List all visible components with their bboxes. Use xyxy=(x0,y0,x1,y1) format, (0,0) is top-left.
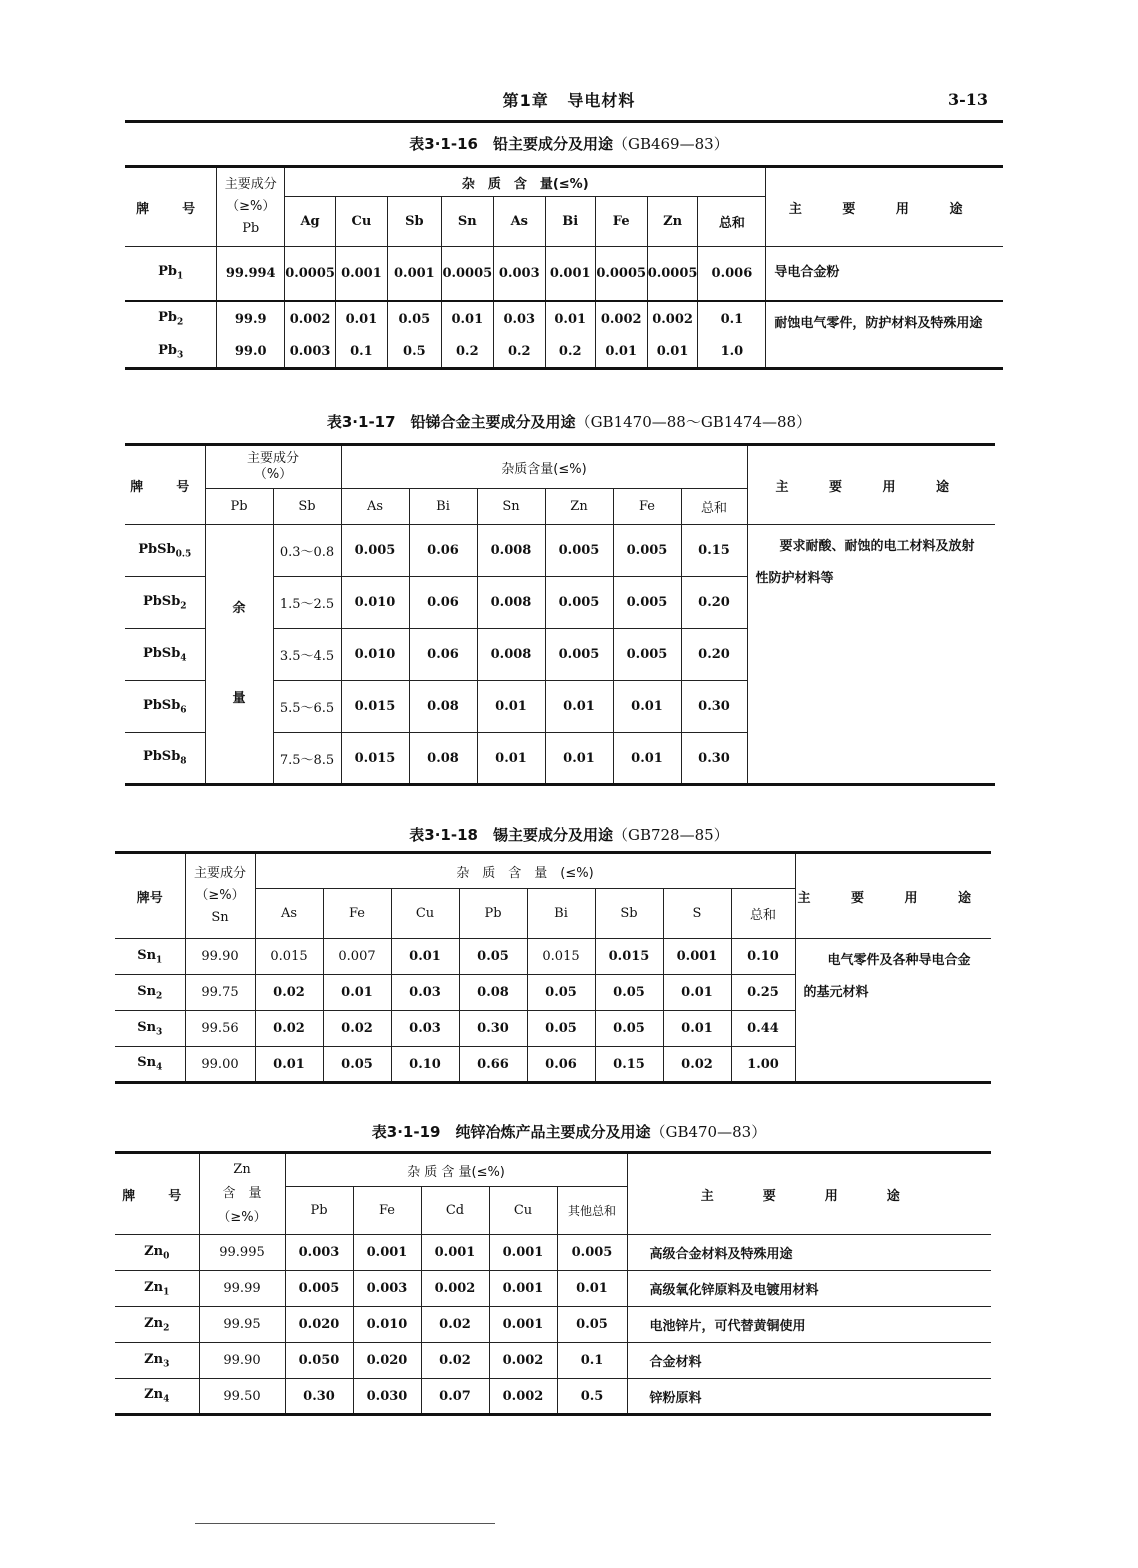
grade-text: Zn xyxy=(144,1315,164,1331)
table-row xyxy=(125,247,1003,301)
value-cell: 0.10 xyxy=(731,939,795,975)
grade-cell xyxy=(125,301,217,337)
value-cell: 0.01 xyxy=(477,733,545,785)
value-cell: 0.005 xyxy=(341,525,409,577)
table19-header-main-line3: （≥%） xyxy=(217,1210,267,1225)
grade-cell xyxy=(125,577,205,629)
value-cell: 0.01 xyxy=(441,301,493,337)
value-cell: 0.010 xyxy=(341,577,409,629)
sb-cell: 5.5～6.5 xyxy=(273,681,341,733)
table16-standard: （GB469—83） xyxy=(612,135,729,153)
value-cell: 0.008 xyxy=(477,577,545,629)
grade-cell xyxy=(115,1307,199,1343)
value-cell: 0.01 xyxy=(545,733,613,785)
value-cell: 0.02 xyxy=(255,975,323,1011)
table17-header-main xyxy=(205,445,341,489)
pb-balance-char: 余 xyxy=(232,601,246,616)
value-cell: 0.08 xyxy=(459,975,527,1011)
value-cell: 0.06 xyxy=(527,1047,595,1083)
value-cell: 0.01 xyxy=(323,975,391,1011)
value-cell: 0.015 xyxy=(255,939,323,975)
value-cell: 0.001 xyxy=(489,1307,557,1343)
table-row xyxy=(125,525,995,577)
grade-text: PbSb xyxy=(142,593,181,609)
value-cell: 0.010 xyxy=(341,629,409,681)
table18-col-pb: Pb xyxy=(459,889,527,939)
value-cell: 0.005 xyxy=(545,577,613,629)
sb-cell: 1.5～2.5 xyxy=(273,577,341,629)
value-cell: 0.30 xyxy=(285,1379,353,1415)
use-cell: 锌粉原料 xyxy=(627,1379,991,1415)
grade-text: PbSb xyxy=(142,749,181,765)
table16-header-main-line1: 主要成分 xyxy=(224,177,277,192)
grade-text: Zn xyxy=(144,1387,164,1403)
value-cell: 0.07 xyxy=(421,1379,489,1415)
value-cell: 0.01 xyxy=(335,301,387,337)
header-rule xyxy=(125,120,1003,123)
value-cell: 0.015 xyxy=(341,681,409,733)
value-cell: 0.20 xyxy=(681,577,747,629)
value-cell: 0.01 xyxy=(545,301,595,337)
grade-text: Pb xyxy=(158,342,177,358)
grade-subscript: 2 xyxy=(176,317,184,328)
value-cell: 0.01 xyxy=(557,1271,627,1307)
table18-col-as: As xyxy=(255,889,323,939)
table17-header-grade: 牌 号 xyxy=(125,445,205,525)
table19 xyxy=(115,1151,991,1416)
value-cell: 0.06 xyxy=(409,577,477,629)
table16-col-sb: Sb xyxy=(387,197,441,247)
table19-header-use: 主 要 用 途 xyxy=(627,1153,991,1235)
value-cell: 0.020 xyxy=(285,1307,353,1343)
table17 xyxy=(125,443,995,786)
grade-cell xyxy=(125,247,217,301)
value-cell: 0.66 xyxy=(459,1047,527,1083)
value-cell: 0.003 xyxy=(285,337,336,369)
value-cell: 0.001 xyxy=(663,939,731,975)
sn-cell: 99.75 xyxy=(185,975,255,1011)
sb-cell: 0.3～0.8 xyxy=(273,525,341,577)
value-cell: 0.15 xyxy=(595,1047,663,1083)
grade-cell xyxy=(115,1235,199,1271)
pb-balance-cell xyxy=(205,525,273,785)
table-row xyxy=(115,1307,991,1343)
grade-subscript: 2 xyxy=(156,991,163,1002)
use-cell: 高级合金材料及特殊用途 xyxy=(627,1235,991,1271)
grade-cell xyxy=(125,733,205,785)
grade-subscript: 2 xyxy=(163,1323,170,1334)
value-cell: 0.050 xyxy=(285,1343,353,1379)
value-cell: 0.44 xyxy=(731,1011,795,1047)
value-cell: 0.005 xyxy=(613,577,681,629)
grade-cell xyxy=(115,975,185,1011)
value-cell: 0.20 xyxy=(681,629,747,681)
value-cell: 0.0005 xyxy=(595,247,647,301)
value-cell: 0.002 xyxy=(647,301,698,337)
table17-header-main-line1: 主要成分 xyxy=(246,451,299,466)
value-cell: 0.05 xyxy=(387,301,441,337)
value-cell: 0.05 xyxy=(557,1307,627,1343)
grade-cell xyxy=(125,525,205,577)
grade-cell xyxy=(125,629,205,681)
sb-cell: 7.5～8.5 xyxy=(273,733,341,785)
value-cell: 0.25 xyxy=(731,975,795,1011)
table16-caption-text: 表3·1-16 铅主要成分及用途 xyxy=(409,135,613,153)
value-cell: 0.001 xyxy=(335,247,387,301)
table17-col-total: 总和 xyxy=(681,489,747,525)
use-cell: 导电合金粉 xyxy=(766,247,1003,301)
value-cell: 0.030 xyxy=(353,1379,421,1415)
table18-col-fe: Fe xyxy=(323,889,391,939)
table17-col-as: As xyxy=(341,489,409,525)
chapter-number: 第1章 xyxy=(502,91,549,110)
grade-cell xyxy=(115,1011,185,1047)
table19-col-pb: Pb xyxy=(285,1187,353,1235)
value-cell: 0.2 xyxy=(493,337,545,369)
grade-cell xyxy=(115,1379,199,1415)
value-cell: 0.001 xyxy=(545,247,595,301)
table18-header-main xyxy=(185,853,255,939)
value-cell: 0.05 xyxy=(595,1011,663,1047)
table18-header-main-line1: 主要成分 xyxy=(193,866,246,881)
value-cell: 0.06 xyxy=(409,525,477,577)
table17-col-sn: Sn xyxy=(477,489,545,525)
grade-cell xyxy=(125,681,205,733)
value-cell: 0.020 xyxy=(353,1343,421,1379)
grade-text: Zn xyxy=(144,1279,164,1295)
table16-col-ag: Ag xyxy=(285,197,336,247)
table19-header-impurity: 杂 质 含 量(≤%) xyxy=(285,1153,627,1187)
grade-subscript: 3 xyxy=(156,1027,163,1038)
value-cell: 0.5 xyxy=(557,1379,627,1415)
value-cell: 0.015 xyxy=(595,939,663,975)
value-cell: 0.003 xyxy=(285,1235,353,1271)
value-cell: 0.15 xyxy=(681,525,747,577)
table17-col-sb: Sb xyxy=(273,489,341,525)
table18-header-main-line3: Sn xyxy=(211,910,229,925)
table-row xyxy=(115,1271,991,1307)
value-cell: 0.008 xyxy=(477,629,545,681)
pb-cell: 99.9 xyxy=(217,301,285,337)
grade-subscript: 1 xyxy=(163,1287,170,1298)
pb-cell: 99.0 xyxy=(217,337,285,369)
value-cell: 0.015 xyxy=(341,733,409,785)
value-cell: 0.05 xyxy=(527,975,595,1011)
pb-cell: 99.994 xyxy=(217,247,285,301)
value-cell: 0.002 xyxy=(285,301,336,337)
value-cell: 0.03 xyxy=(391,975,459,1011)
table-row xyxy=(115,939,991,975)
value-cell: 0.01 xyxy=(595,337,647,369)
table19-header-main xyxy=(199,1153,285,1235)
table16-header-use: 主 要 用 途 xyxy=(766,167,1003,247)
table17-col-fe: Fe xyxy=(613,489,681,525)
value-cell: 1.00 xyxy=(731,1047,795,1083)
sb-cell: 3.5～4.5 xyxy=(273,629,341,681)
value-cell: 0.08 xyxy=(409,733,477,785)
value-cell: 0.01 xyxy=(391,939,459,975)
value-cell: 0.001 xyxy=(387,247,441,301)
value-cell: 0.02 xyxy=(421,1343,489,1379)
grade-text: PbSb xyxy=(142,645,181,661)
value-cell: 0.10 xyxy=(391,1047,459,1083)
zn-cell: 99.90 xyxy=(199,1343,285,1379)
table19-header-grade: 牌 号 xyxy=(115,1153,199,1235)
grade-subscript: 4 xyxy=(163,1394,170,1405)
grade-subscript: 0.5 xyxy=(175,549,192,560)
value-cell: 0.01 xyxy=(663,975,731,1011)
table18-col-total: 总和 xyxy=(731,889,795,939)
value-cell: 0.0005 xyxy=(285,247,336,301)
table16-header-main-line3: Pb xyxy=(242,221,260,236)
use-cell: 电气零件及各种导电合金的基元材料 xyxy=(795,939,991,1083)
value-cell: 0.2 xyxy=(441,337,493,369)
table17-header-main-line2: （%） xyxy=(253,467,293,482)
value-cell: 0.008 xyxy=(477,525,545,577)
table19-header-main-line1: Zn xyxy=(233,1162,251,1177)
chapter-title: 导电材料 xyxy=(567,91,636,110)
grade-subscript: 1 xyxy=(156,955,163,966)
zn-cell: 99.50 xyxy=(199,1379,285,1415)
grade-text: Sn xyxy=(137,947,157,963)
sn-cell: 99.56 xyxy=(185,1011,255,1047)
use-cell: 要求耐酸、耐蚀的电工材料及放射性防护材料等 xyxy=(747,525,995,785)
value-cell: 0.03 xyxy=(391,1011,459,1047)
value-cell: 0.005 xyxy=(557,1235,627,1271)
value-cell: 0.01 xyxy=(647,337,698,369)
table18-caption-text: 表3·1-18 锡主要成分及用途 xyxy=(409,826,613,844)
table19-col-other-total: 其他总和 xyxy=(557,1187,627,1235)
value-cell: 0.005 xyxy=(285,1271,353,1307)
grade-subscript: 0 xyxy=(163,1251,170,1262)
value-cell: 0.002 xyxy=(421,1271,489,1307)
table16-col-cu: Cu xyxy=(335,197,387,247)
value-cell: 0.007 xyxy=(323,939,391,975)
value-cell: 0.01 xyxy=(613,681,681,733)
table16-col-total: 总和 xyxy=(698,197,766,247)
grade-text: Zn xyxy=(144,1351,164,1367)
table18-col-bi: Bi xyxy=(527,889,595,939)
value-cell: 0.08 xyxy=(409,681,477,733)
value-cell: 0.002 xyxy=(595,301,647,337)
grade-cell xyxy=(115,939,185,975)
table17-header-impurity: 杂质含量(≤%) xyxy=(341,445,747,489)
value-cell: 0.5 xyxy=(387,337,441,369)
table-row xyxy=(125,301,1003,337)
value-cell: 0.30 xyxy=(459,1011,527,1047)
value-cell: 0.005 xyxy=(545,525,613,577)
page-number: 3-13 xyxy=(948,90,989,109)
grade-subscript: 8 xyxy=(180,756,187,767)
table19-caption xyxy=(0,1121,1138,1142)
value-cell: 0.05 xyxy=(527,1011,595,1047)
value-cell: 0.001 xyxy=(353,1235,421,1271)
use-cell: 耐蚀电气零件，防护材料及特殊用途 xyxy=(766,301,1003,369)
table17-caption xyxy=(0,411,1138,432)
table16-caption xyxy=(0,133,1138,154)
table17-header-use: 主 要 用 途 xyxy=(747,445,995,525)
table16-header-main-line2: （≥%） xyxy=(226,199,276,214)
table16-col-sn: Sn xyxy=(441,197,493,247)
grade-text: Sn xyxy=(137,1019,157,1035)
grade-text: Sn xyxy=(137,1055,157,1071)
value-cell: 0.002 xyxy=(489,1379,557,1415)
table18-col-sb: Sb xyxy=(595,889,663,939)
value-cell: 0.06 xyxy=(409,629,477,681)
table-row xyxy=(115,1343,991,1379)
use-cell: 电池锌片，可代替黄铜使用 xyxy=(627,1307,991,1343)
value-cell: 0.001 xyxy=(489,1235,557,1271)
value-cell: 0.010 xyxy=(353,1307,421,1343)
value-cell: 0.02 xyxy=(663,1047,731,1083)
table17-col-zn: Zn xyxy=(545,489,613,525)
value-cell: 1.0 xyxy=(698,337,766,369)
zn-cell: 99.995 xyxy=(199,1235,285,1271)
value-cell: 0.01 xyxy=(255,1047,323,1083)
sn-cell: 99.90 xyxy=(185,939,255,975)
table18-col-cu: Cu xyxy=(391,889,459,939)
value-cell: 0.1 xyxy=(557,1343,627,1379)
scan-artifact-line xyxy=(195,1523,495,1524)
value-cell: 0.001 xyxy=(421,1235,489,1271)
table16-col-zn: Zn xyxy=(647,197,698,247)
table18-header-impurity: 杂 质 含 量 (≤%) xyxy=(255,853,795,889)
table17-col-pb: Pb xyxy=(205,489,273,525)
table16-col-as: As xyxy=(493,197,545,247)
value-cell: 0.02 xyxy=(421,1307,489,1343)
value-cell: 0.01 xyxy=(477,681,545,733)
table16-header-impurity: 杂 质 含 量(≤%) xyxy=(285,167,766,197)
value-cell: 0.0005 xyxy=(647,247,698,301)
grade-text: PbSb xyxy=(138,541,176,557)
table16 xyxy=(125,165,1003,370)
sn-cell: 99.00 xyxy=(185,1047,255,1083)
pb-balance-char: 量 xyxy=(232,691,246,706)
value-cell: 0.003 xyxy=(493,247,545,301)
value-cell: 0.01 xyxy=(545,681,613,733)
value-cell: 0.05 xyxy=(323,1047,391,1083)
table18-header-grade: 牌号 xyxy=(115,853,185,939)
table19-col-cu: Cu xyxy=(489,1187,557,1235)
grade-text: Sn xyxy=(137,983,157,999)
grade-text: Pb xyxy=(158,264,177,280)
grade-subscript: 3 xyxy=(176,350,184,361)
table19-col-fe: Fe xyxy=(353,1187,421,1235)
grade-cell xyxy=(125,337,217,369)
table-row xyxy=(115,1235,991,1271)
value-cell: 0.005 xyxy=(613,525,681,577)
value-cell: 0.003 xyxy=(353,1271,421,1307)
table19-col-cd: Cd xyxy=(421,1187,489,1235)
table19-header-main-line2: 含 量 xyxy=(222,1186,262,1201)
value-cell: 0.2 xyxy=(545,337,595,369)
table-row xyxy=(115,1379,991,1415)
table19-standard: （GB470—83） xyxy=(650,1123,767,1141)
grade-subscript: 3 xyxy=(163,1359,170,1370)
value-cell: 0.03 xyxy=(493,301,545,337)
use-cell: 合金材料 xyxy=(627,1343,991,1379)
grade-text: Zn xyxy=(144,1243,164,1259)
value-cell: 0.01 xyxy=(613,733,681,785)
table16-header-grade: 牌 号 xyxy=(125,167,217,247)
table17-col-bi: Bi xyxy=(409,489,477,525)
table18-caption xyxy=(0,824,1138,845)
use-cell: 高级氧化锌原料及电镀用材料 xyxy=(627,1271,991,1307)
value-cell: 0.0005 xyxy=(441,247,493,301)
grade-subscript: 2 xyxy=(180,601,187,612)
grade-subscript: 1 xyxy=(176,272,184,283)
grade-cell xyxy=(115,1343,199,1379)
value-cell: 0.30 xyxy=(681,733,747,785)
grade-text: Pb xyxy=(158,310,177,326)
grade-text: PbSb xyxy=(142,697,181,713)
table16-col-bi: Bi xyxy=(545,197,595,247)
zn-cell: 99.95 xyxy=(199,1307,285,1343)
grade-subscript: 4 xyxy=(156,1062,163,1073)
table17-caption-text: 表3·1-17 铅锑合金主要成分及用途 xyxy=(326,413,576,431)
grade-cell xyxy=(115,1047,185,1083)
value-cell: 0.01 xyxy=(663,1011,731,1047)
value-cell: 0.02 xyxy=(323,1011,391,1047)
table19-caption-text: 表3·1-19 纯锌冶炼产品主要成分及用途 xyxy=(371,1123,651,1141)
grade-subscript: 6 xyxy=(180,705,187,716)
value-cell: 0.05 xyxy=(459,939,527,975)
table18-header-main-line2: （≥%） xyxy=(195,888,245,903)
value-cell: 0.005 xyxy=(545,629,613,681)
value-cell: 0.006 xyxy=(698,247,766,301)
zn-cell: 99.99 xyxy=(199,1271,285,1307)
value-cell: 0.1 xyxy=(335,337,387,369)
value-cell: 0.02 xyxy=(255,1011,323,1047)
value-cell: 0.1 xyxy=(698,301,766,337)
grade-subscript: 4 xyxy=(180,653,187,664)
table16-col-fe: Fe xyxy=(595,197,647,247)
grade-cell xyxy=(115,1271,199,1307)
value-cell: 0.002 xyxy=(489,1343,557,1379)
value-cell: 0.05 xyxy=(595,975,663,1011)
table17-standard: （GB1470—88～GB1474—88） xyxy=(575,413,812,431)
table18-header-use: 主 要 用 途 xyxy=(795,853,991,939)
value-cell: 0.005 xyxy=(613,629,681,681)
table16-header-main xyxy=(217,167,285,247)
table18-col-s: S xyxy=(663,889,731,939)
value-cell: 0.30 xyxy=(681,681,747,733)
value-cell: 0.001 xyxy=(489,1271,557,1307)
table18 xyxy=(115,851,991,1084)
table18-standard: （GB728—85） xyxy=(612,826,729,844)
value-cell: 0.015 xyxy=(527,939,595,975)
